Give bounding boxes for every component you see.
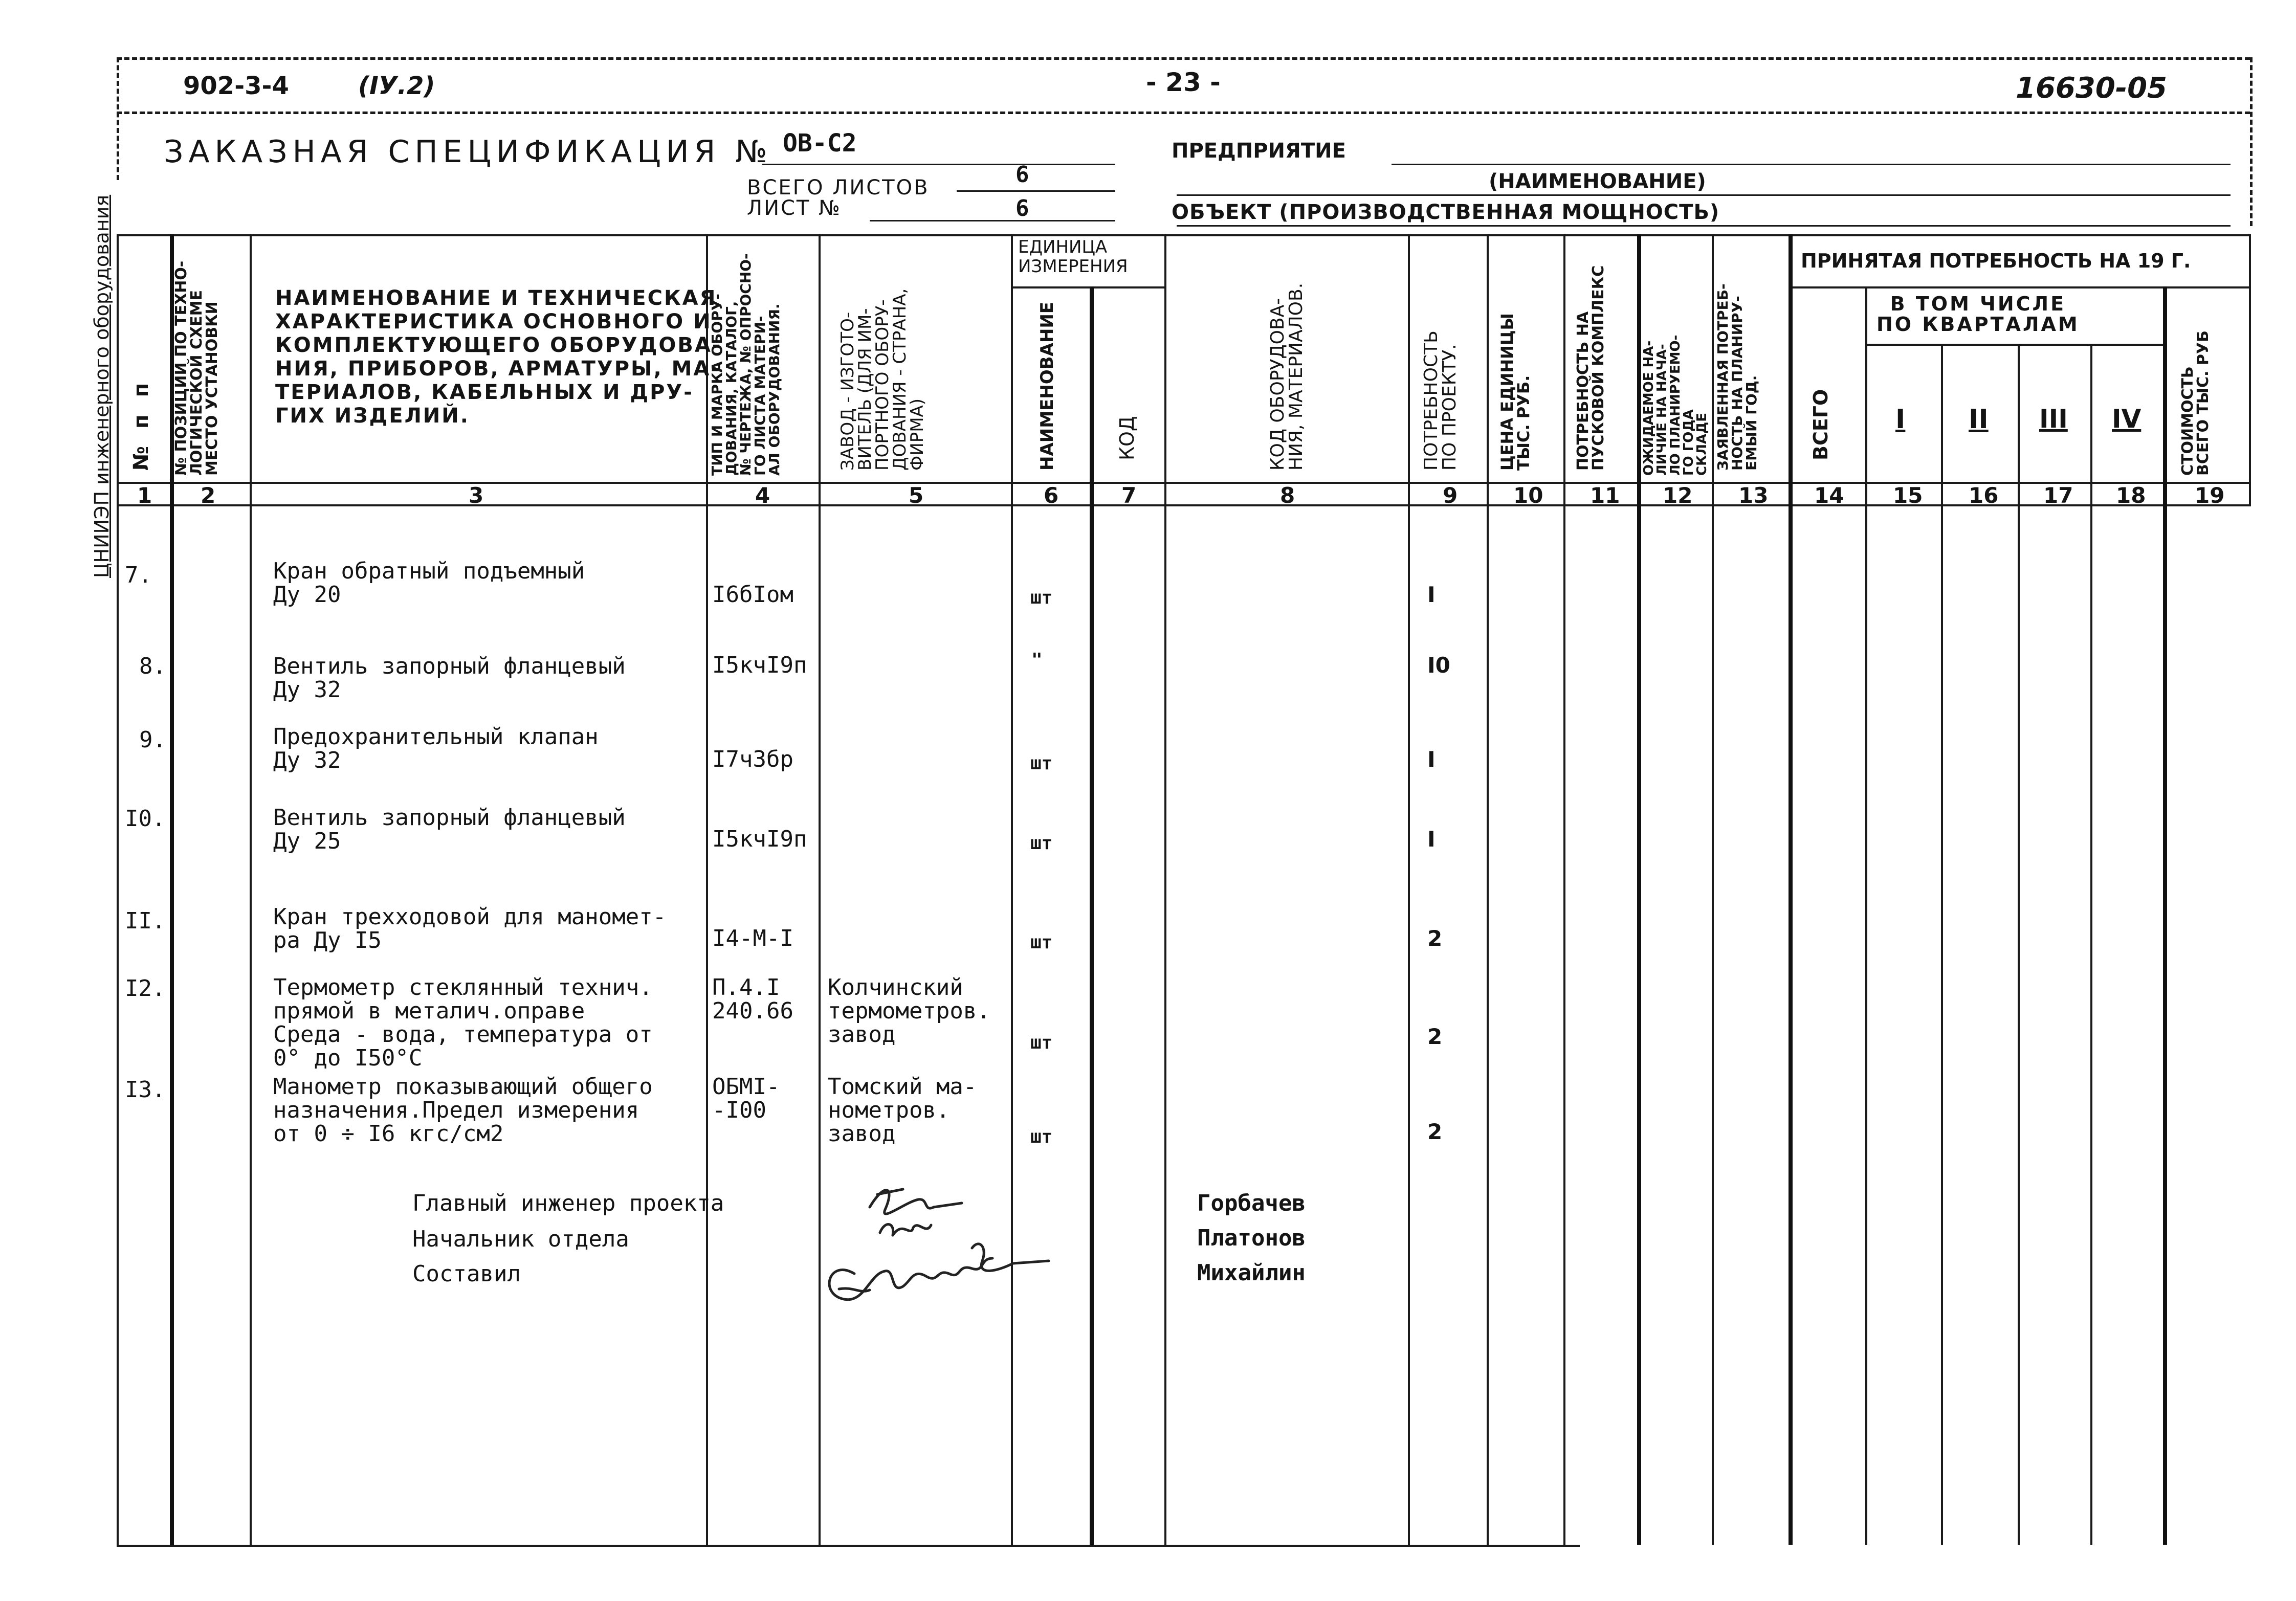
row-8-unit: " <box>1031 650 1043 671</box>
row-13-qty: 2 <box>1427 1119 1443 1144</box>
enterprise-label: ПРЕДПРИЯТИЕ <box>1172 139 1346 163</box>
frame-top <box>117 57 2250 60</box>
col-num-10: 10 <box>1513 483 1543 508</box>
handwritten-signatures <box>808 1171 1074 1320</box>
col-num-7: 7 <box>1121 483 1137 508</box>
accepted-group-divider <box>1789 286 2251 288</box>
col-header-11: ПОТРЕБНОСТЬ НА ПУСКОВОЙ КОМПЛЕКС <box>1574 265 1607 471</box>
total-sheets-value: 6 <box>1015 162 1029 188</box>
row-12-type: П.4.I 240.66 <box>712 974 793 1024</box>
vline-14 <box>1865 286 1867 1545</box>
signature-name-chief-engineer: Горбачев <box>1197 1190 1306 1216</box>
col-num-17: 17 <box>2043 483 2073 508</box>
row-7-number: 7. <box>125 562 152 588</box>
row-12-name: Термометр стеклянный технич. прямой в металич.оправе Среда - вода, температура от 0° до I50°С <box>273 974 653 1071</box>
vline-6 <box>1090 286 1094 1545</box>
col-num-6: 6 <box>1044 483 1059 508</box>
signature-name-compiler: Михайлин <box>1197 1260 1306 1286</box>
unit-group-divider <box>1011 286 1164 288</box>
row-11-name: Кран трехходовой для маномет- ра Ду I5 <box>273 904 667 953</box>
row-11-type: I4-М-I <box>712 925 793 951</box>
object-label: ОБЪЕКТ (ПРОИЗВОДСТВЕННАЯ МОЩНОСТЬ) <box>1172 201 1720 224</box>
col-number-bottom <box>117 504 2251 506</box>
col-num-2: 2 <box>201 483 216 508</box>
col-header-accepted-group: ПРИНЯТАЯ ПОТРЕБНОСТЬ НА 19 Г. <box>1801 250 2191 272</box>
vline-17 <box>2090 344 2092 1545</box>
vline-12 <box>1712 234 1714 1545</box>
col-num-14: 14 <box>1814 483 1844 508</box>
col-header-1: № п п <box>129 377 153 471</box>
row-9-number: 9. <box>139 727 166 753</box>
row-12-qty: 2 <box>1427 1024 1443 1049</box>
vline-19 <box>2249 234 2251 505</box>
enterprise-underline <box>1392 164 2231 165</box>
series-number: 902-3-4 <box>183 72 289 100</box>
side-stamp: ЦНИИЭП инженерного оборудования <box>91 194 113 578</box>
row-13-number: I3. <box>125 1077 166 1103</box>
row-11-qty: 2 <box>1427 926 1443 951</box>
total-sheets-label: ВСЕГО ЛИСТОВ <box>747 176 930 199</box>
signature-name-department-head: Платонов <box>1197 1225 1306 1251</box>
sheet-value: 6 <box>1015 195 1029 221</box>
total-sheets-underline <box>957 190 1115 192</box>
row-8-qty: I0 <box>1427 653 1450 678</box>
col-header-quarter-group: В ТОМ ЧИСЛЕ ПО КВАРТАЛАМ <box>1876 293 2080 336</box>
row-13-maker: Томский ма- нометров. завод <box>828 1074 977 1147</box>
col-header-6: НАИМЕНОВАНИЕ <box>1037 301 1057 471</box>
col-header-9: ПОТРЕБНОСТЬ ПО ПРОЕКТУ. <box>1421 330 1460 471</box>
row-7-name: Кран обратный подъемный Ду 20 <box>273 558 585 608</box>
row-11-number: II. <box>125 908 166 934</box>
row-9-unit: шт <box>1030 753 1053 774</box>
col-header-19: СТОИМОСТЬ ВСЕГО ТЫС. РУБ <box>2179 330 2212 476</box>
row-9-name: Предохранительный клапан Ду 32 <box>273 724 599 773</box>
col-header-16: II <box>1969 404 1989 435</box>
page-number: - 23 - <box>1146 68 1221 97</box>
vline-10 <box>1563 234 1565 1545</box>
col-header-10: ЦЕНА ЕДИНИЦЫ ТЫС. РУБ. <box>1497 313 1533 471</box>
row-11-unit: шт <box>1030 932 1053 953</box>
col-num-18: 18 <box>2116 483 2146 508</box>
col-num-4: 4 <box>755 483 770 508</box>
table-header-bottom <box>117 482 2251 484</box>
doc-number: 16630-05 <box>2016 72 2167 105</box>
row-13-unit: шт <box>1030 1126 1053 1147</box>
quarter-group-divider <box>1865 344 2163 346</box>
row-10-name: Вентиль запорный фланцевый Ду 25 <box>273 805 626 854</box>
vline-7 <box>1164 234 1166 1545</box>
frame-title-divider <box>117 112 2250 114</box>
signature-role-chief-engineer: Главный инженер проекта <box>412 1190 724 1216</box>
col-header-2: № ПОЗИЦИИ ПО ТЕХНО- ЛОГИЧЕСКОЙ СХЕМЕ МЕСТО УСТАНОВКИ <box>172 260 221 476</box>
col-header-5: ЗАВОД - ИЗГОТО- ВИТЕЛЬ (ДЛЯ ИМ- ПОРТНОГО ОБОРУ- ДОВАНИЯ - СТРАНА, ФИРМА) <box>837 288 928 471</box>
col-num-11: 11 <box>1590 483 1620 508</box>
object-underline <box>1177 225 2231 227</box>
vline-18 <box>2163 286 2167 1545</box>
vline-4 <box>819 234 821 1545</box>
col-header-12: ОЖИДАЕМОЕ НА- ЛИЧИЕ НА НАЧА- ЛО ПЛАНИРУЕМО- ГО ГОДА СКЛАДЕ <box>1641 335 1710 476</box>
col-header-15: I <box>1895 404 1906 435</box>
row-7-qty: I <box>1427 582 1436 607</box>
row-10-qty: I <box>1427 827 1436 852</box>
vline-13 <box>1789 234 1793 1545</box>
col-num-16: 16 <box>1969 483 1999 508</box>
row-8-name: Вентиль запорный фланцевый Ду 32 <box>273 653 626 703</box>
row-10-number: I0. <box>125 806 166 832</box>
row-10-unit: шт <box>1030 833 1053 854</box>
spec-number-underline <box>762 164 1115 165</box>
col-header-7: КОД <box>1116 416 1138 460</box>
col-num-1: 1 <box>137 483 152 508</box>
col-num-9: 9 <box>1443 483 1458 508</box>
row-12-maker: Колчинский термометров. завод <box>828 974 990 1048</box>
sheet-underline <box>870 220 1115 221</box>
enterprise-underline-2 <box>1177 194 2231 196</box>
col-header-17: III <box>2039 404 2068 434</box>
col-header-18: IV <box>2112 404 2142 434</box>
vline-8 <box>1408 234 1410 1545</box>
album-code: (IУ.2) <box>358 72 435 100</box>
col-num-12: 12 <box>1663 483 1693 508</box>
col-header-13: ЗАЯВЛЕННАЯ ПОТРЕБ- НОСТЬ НА ПЛАНИРУ- ЕМЫЙ ГОД. <box>1714 283 1760 471</box>
row-9-qty: I <box>1427 747 1436 772</box>
col-num-5: 5 <box>909 483 924 508</box>
vline-2 <box>250 234 252 1545</box>
table-bottom <box>117 1545 1580 1547</box>
col-num-19: 19 <box>2195 483 2225 508</box>
name-caption: (НАИМЕНОВАНИЕ) <box>1489 170 1706 193</box>
vline-0 <box>117 234 119 1545</box>
vline-11 <box>1637 234 1641 1545</box>
row-12-unit: шт <box>1030 1032 1053 1053</box>
frame-left-top <box>117 57 119 180</box>
row-13-type: ОБМI- -I00 <box>712 1074 780 1123</box>
col-header-unit-group: ЕДИНИЦА ИЗМЕРЕНИЯ <box>1018 237 1128 277</box>
vline-16 <box>2018 344 2020 1545</box>
signature-role-compiler: Составил <box>412 1261 521 1287</box>
col-num-8: 8 <box>1280 483 1295 508</box>
vline-9 <box>1487 234 1489 1545</box>
row-10-type: I5кчI9п <box>712 826 807 852</box>
signature-role-department-head: Начальник отдела <box>412 1226 629 1252</box>
spec-number: ОВ-С2 <box>783 129 857 158</box>
col-header-4: ТИП И МАРКА ОБОРУ- ДОВАНИЯ, КАТАЛОГ, № ЧЕРТЕЖА, № ОПРОСНО- ГО ЛИСТА МАТЕРИ- АЛ ОБОРУДОВАНИЯ. <box>709 253 783 476</box>
col-header-8: КОД ОБОРУДОВА- НИЯ, МАТЕРИАЛОВ. <box>1267 282 1307 471</box>
row-7-type: I6бIом <box>712 582 793 608</box>
row-8-number: 8. <box>139 653 166 679</box>
col-header-14: ВСЕГО <box>1809 389 1832 460</box>
row-12-number: I2. <box>125 975 166 1002</box>
col-header-3: НАИМЕНОВАНИЕ И ТЕХНИЧЕСКАЯ ХАРАКТЕРИСТИКА ОСНОВНОГО И КОМПЛЕКТУЮЩЕГО ОБОРУДОВА- НИЯ, ПРИБОРОВ, АРМАТУРЫ, МА- ТЕРИАЛОВ, КАБЕЛЬНЫХ И ДРУ- ГИХ ИЗДЕЛИЙ. <box>275 286 722 428</box>
col-num-15: 15 <box>1893 483 1923 508</box>
row-8-type: I5кчI9п <box>712 652 807 678</box>
vline-15 <box>1941 344 1943 1545</box>
sheet-label: ЛИСТ № <box>747 196 842 220</box>
table-top <box>117 234 2251 236</box>
vline-3 <box>706 234 708 1545</box>
vline-5 <box>1011 234 1013 1545</box>
col-num-13: 13 <box>1738 483 1769 508</box>
spec-title: ЗАКАЗНАЯ СПЕЦИФИКАЦИЯ № <box>164 134 772 170</box>
frame-right <box>2250 57 2253 226</box>
row-13-name: Манометр показывающий общего назначения.Предел измерения от 0 ÷ I6 кгс/см2 <box>273 1074 653 1147</box>
row-9-type: I7ч3бр <box>712 746 793 772</box>
col-num-3: 3 <box>469 483 484 508</box>
row-7-unit: шт <box>1030 587 1053 608</box>
